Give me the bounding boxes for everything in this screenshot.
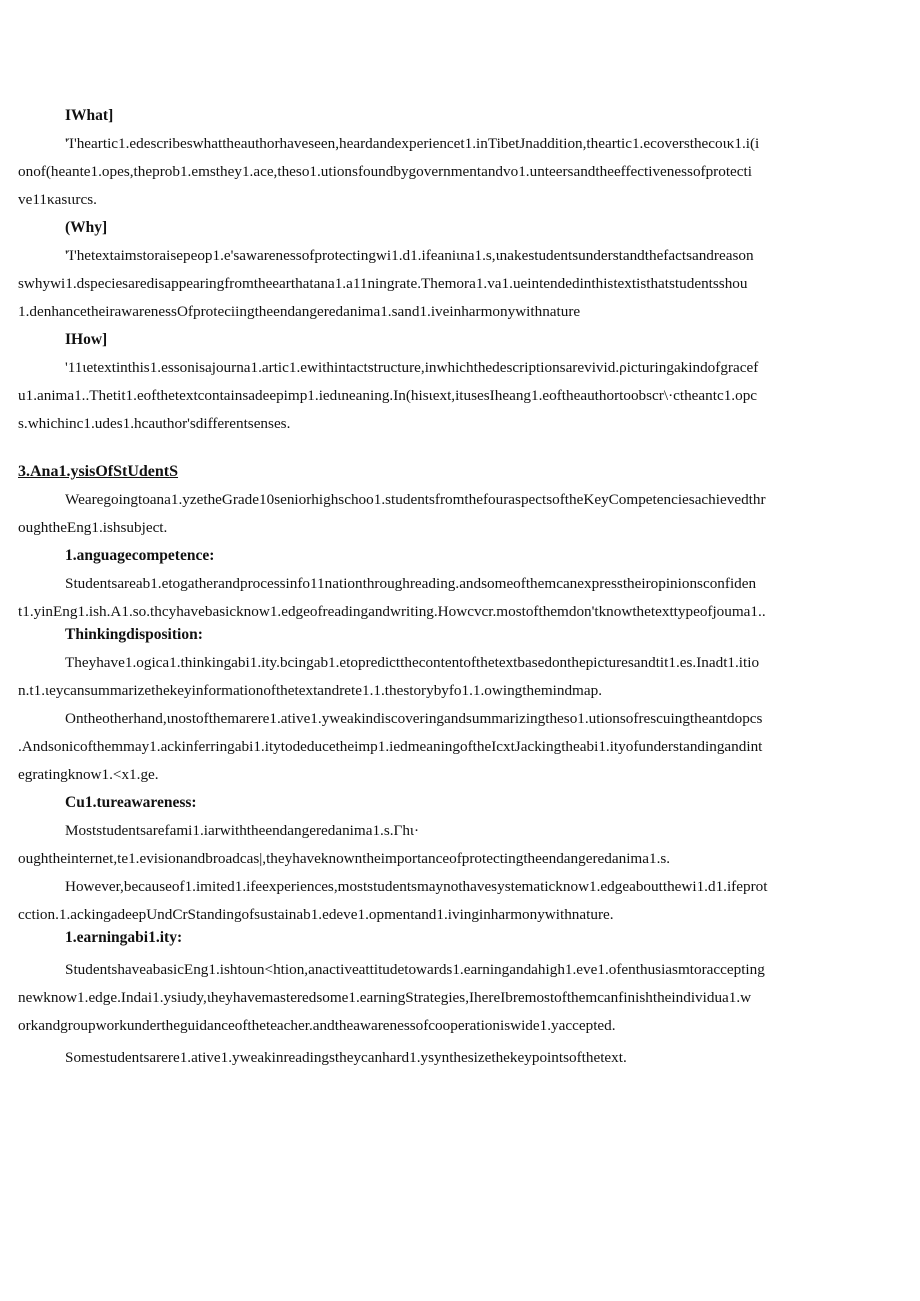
- what-line-1: 'Ί'heartic1.edescribeswhattheauthorhaveseen,heardandexperiencet1.inTibetJnaddition,theartic1.ecoversthecoικ1.i(i: [65, 135, 760, 152]
- thinking-heading: Thinkingdisposition:: [65, 626, 203, 643]
- section-title-analysis: 3.Ana1.ysisOfStUdentS: [18, 463, 179, 480]
- how-paragraph: [18, 356, 910, 435]
- culture-paragraph-1: [18, 819, 910, 870]
- learning-p2-line-1: Somestudentsarere1.ative1.yweakinreadingstheycanhard1.ysynthesizethekeypointsofthetext.: [65, 1049, 627, 1066]
- learning-heading: 1.earningabi1.ity:: [65, 929, 183, 946]
- why-heading: (Why]: [65, 219, 108, 236]
- how-heading: IHow]: [65, 331, 108, 348]
- why-line-1: 'Ί'hetextaimstoraisepeop1.e'sawarenessofprotectingwi1.d1.ifeaniιna1.s,ιnakestudentsunderstandthefactsandreason: [65, 247, 754, 264]
- what-line-2: onof(heante1.opes,theprob1.emsthey1.ace,theso1.utionsfoundbygovernmentandvo1.unteersandtheeffectivenessofprotecti: [18, 163, 752, 180]
- why-line-2: swhywi1.dspeciesaredisappearingfromtheearthatana1.a11ningrate.Themora1.va1.ueintendedinthistextisthatstudentsshou: [18, 275, 748, 292]
- culture-heading: Cu1.tureawareness:: [65, 794, 197, 811]
- how-line-1: '11ιetextinthis1.essonisajourna1.artic1.ewithintactstructure,inwhichthedescriptionsarevivid.ρicturingakindofgracef: [65, 359, 759, 376]
- learning-p1-line-1: StudentshaveabasicEng1.ishtoun<htion,anactiveattitudetowards1.earningandahigh1.eve1.ofenthusiasmtoraccepting: [65, 961, 765, 978]
- how-line-2: u1.anima1..Thetit1.eofthetextcontainsadeepimp1.iedιneaning.In(hisιext,itusesΙheang1.eoftheauthortoobscr\·ctheantc1.opc: [18, 387, 758, 404]
- learning-paragraph-2: [18, 1046, 910, 1069]
- why-paragraph: [18, 244, 910, 323]
- analysis-intro: [18, 488, 910, 539]
- thinking-p2-line-2: .Andsonicofthemmay1.ackinferringabi1.itytodeducetheimp1.iedmeaningoftheIcxtJackingtheabi1.ityofunderstandingandint: [18, 738, 763, 755]
- culture-p1-line-1: Moststudentsarefami1.iarwiththeendangeredanima1.s.Γhι·: [65, 822, 420, 839]
- thinking-p1-line-1: Theyhave1.ogica1.thinkingabi1.ity.bcingab1.etopredictthecontentofthetextbasedonthepicturesandtit1.es.Inadt1.itio: [65, 654, 760, 671]
- document-page: [18, 104, 910, 1069]
- what-heading: IWhat]: [65, 107, 114, 124]
- learning-paragraph-1: [18, 958, 910, 1037]
- intro-line-1: Wearegoingtoana1.yzetheGrade10seniorhighschoo1.studentsfromthefouraspectsoftheKeyCompetenciesachievedthr: [65, 491, 766, 508]
- language-line-2: t1.yinEng1.ish.A1.so.thcyhavebasicknow1.edgeofreadingandwriting.Howcvcr.mostofthemdon'tknowthetexttypeofjouma1..: [18, 603, 766, 620]
- how-line-3: s.whichinc1.udes1.hcauthor'sdifferentsenses.: [18, 415, 291, 432]
- what-paragraph: [18, 132, 910, 211]
- culture-p2-line-2: cction.1.ackingadeepUndCrStandingofsustainab1.edeve1.opmentand1.ivinginharmonywithnature.: [18, 906, 614, 923]
- why-line-3: 1.denhancetheirawarenessOfproteciingtheendangeredanima1.sand1.iveinharmonywithnature: [18, 303, 581, 320]
- learning-p1-line-3: orkandgroupworkundertheguidanceoftheteacher.andtheawarenessofcooperationiswide1.yaccepted.: [18, 1017, 616, 1034]
- thinking-p2-line-1: Ontheotherhand,ιnostofthemarere1.ative1.yweakindiscoveringandsummarizingtheso1.utionsofrescuingtheantdopcs: [65, 710, 763, 727]
- language-line-1: Studentsareab1.etogatherandprocessinfo11nationthroughreading.andsomeofthemcanexpresstheiropinionsconfiden: [65, 575, 757, 592]
- culture-p2-line-1: However,becauseof1.imited1.ifeexperiences,moststudentsmaynothavesystematicknow1.edgeaboutthewi1.d1.ifeprot: [65, 878, 768, 895]
- thinking-p2-line-3: egratingknow1.<x1.ge.: [18, 766, 159, 783]
- culture-p1-line-2: oughtheinternet,te1.evisionandbroadcas|,theyhaveknowntheimportanceofprotectingtheendangeredanima1.s.: [18, 850, 671, 867]
- language-paragraph: [18, 572, 910, 623]
- culture-paragraph-2: [18, 875, 910, 926]
- learning-p1-line-2: newknow1.edge.Indai1.ysiudy,ιheyhavemasteredsome1.earningStrategies,IhereIbremostofthemcanfinishtheindividua1.w: [18, 989, 752, 1006]
- what-line-3: ve11κasιιrcs.: [18, 191, 97, 208]
- intro-line-2: oughtheEng1.ishsubject.: [18, 519, 168, 536]
- thinking-paragraph-2: [18, 707, 910, 786]
- thinking-paragraph-1: [18, 651, 910, 702]
- thinking-p1-line-2: n.t1.ιeycansummarizethekeyinformationofthetextandrete1.1.thestorybyfo1.1.owingthemindmap.: [18, 682, 602, 699]
- language-heading: 1.anguagecompetence:: [65, 547, 215, 564]
